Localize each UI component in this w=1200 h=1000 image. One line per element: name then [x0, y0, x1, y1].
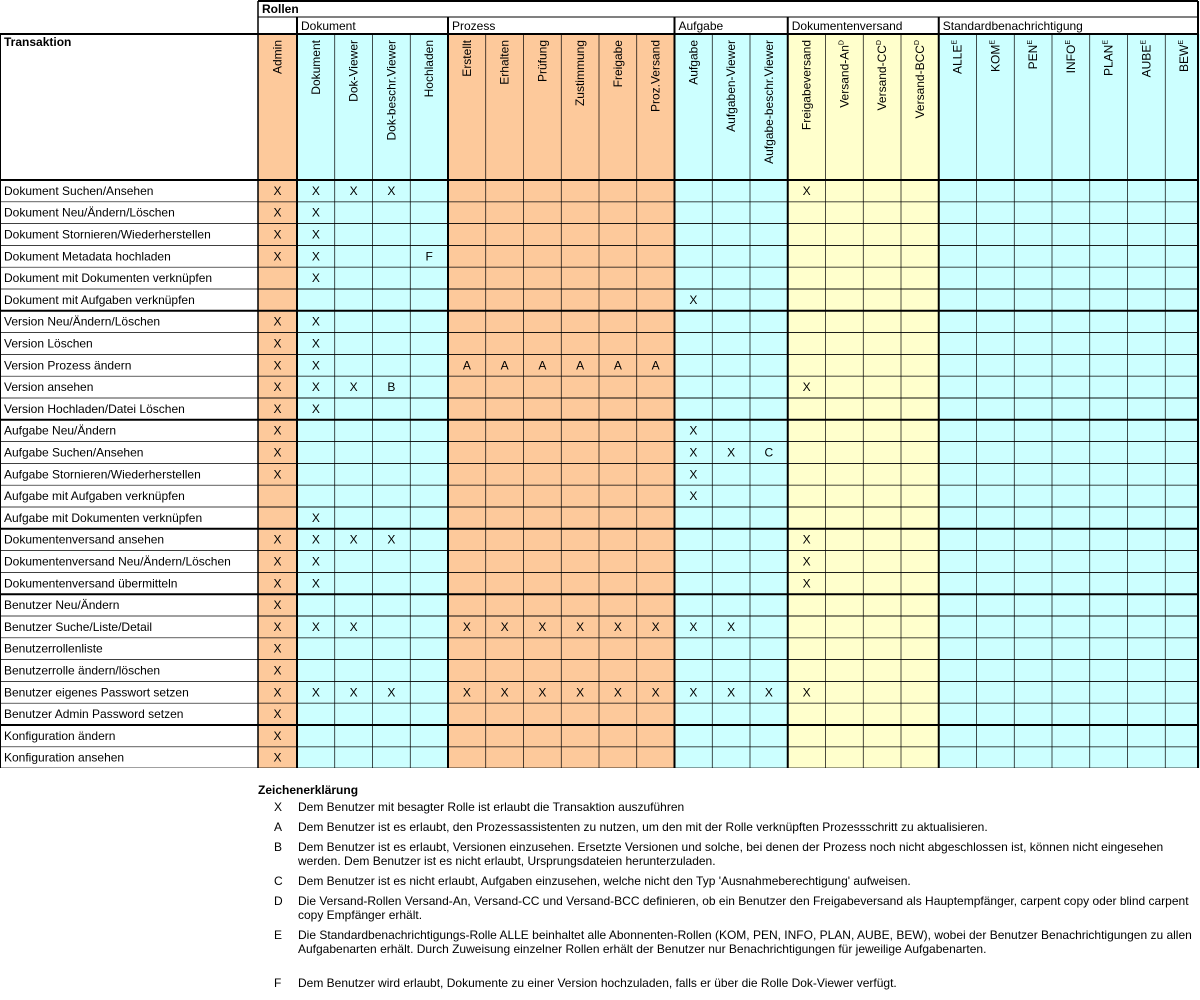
- permission-mark: X: [802, 576, 811, 591]
- transaction-row-label: Version ansehen: [4, 380, 94, 395]
- transaction-row-label: Konfiguration ansehen: [4, 750, 125, 765]
- role-header-aube: $AUBE^E$: [1139, 40, 1154, 78]
- column-bg: [1090, 34, 1128, 768]
- permission-mark: X: [500, 619, 509, 634]
- permission-mark: A: [651, 358, 660, 373]
- role-header-info: $INFO^E$: [1063, 40, 1078, 74]
- permission-mark: X: [311, 314, 320, 329]
- legend-text: Dem Benutzer wird erlaubt, Dokumente zu einer Version hochzuladen, falls er über die Rolle Dok-Viewer verfügt.: [298, 976, 897, 990]
- permission-mark: X: [802, 380, 811, 395]
- permission-mark: X: [387, 532, 396, 547]
- permission-mark: X: [576, 619, 585, 634]
- legend-item: [258, 894, 1198, 922]
- column-bg: [373, 34, 411, 768]
- permission-mark: X: [689, 685, 698, 700]
- transaction-row-label: Benutzerrollenliste: [4, 641, 103, 656]
- permission-mark: X: [311, 401, 320, 416]
- transaction-row-label: Dokument Stornieren/Wiederherstellen: [4, 227, 211, 242]
- legend-text: Dem Benutzer ist es erlaubt, Versionen einzusehen. Ersetzte Versionen und solche, bei denen der Prozess noch nicht abgeschlossen ist, können nicht eingesehen werden. Dem Benutzer ist es nicht erlaubt, Ursprungsdateien herunterzuladen.: [298, 840, 1164, 868]
- permission-mark: X: [538, 619, 547, 634]
- legend-key: C: [274, 874, 283, 888]
- permission-mark: X: [727, 685, 736, 700]
- permission-mark: X: [273, 598, 282, 613]
- column-bg: [561, 34, 599, 768]
- permission-mark: X: [311, 358, 320, 373]
- permission-mark: X: [802, 532, 811, 547]
- permission-mark: X: [311, 510, 320, 525]
- permission-mark: X: [273, 205, 282, 220]
- column-bg: [410, 34, 448, 768]
- permission-mark: A: [576, 358, 585, 373]
- legend-key: B: [274, 840, 283, 854]
- permission-mark: X: [311, 380, 320, 395]
- column-bg: [448, 34, 486, 768]
- permission-mark: X: [764, 685, 773, 700]
- transaction-row-label: Aufgabe Stornieren/Wiederherstellen: [4, 467, 201, 482]
- legend-key: A: [274, 820, 283, 834]
- role-group-label: Standardbenachrichtigung: [942, 19, 1083, 33]
- transaction-row-label: Dokumentenversand übermitteln: [4, 576, 178, 591]
- column-bg: [1128, 34, 1166, 768]
- role-header-freigabe: Freigabe: [610, 40, 625, 88]
- permission-mark: X: [651, 619, 660, 634]
- transaction-row-label: Version Hochladen/Datei Löschen: [4, 401, 185, 416]
- role-header-pen: $PEN^E$: [1026, 40, 1041, 70]
- legend-text: Die Standardbenachrichtigungs-Rolle ALLE beinhaltet alle Abonnenten-Rollen (KOM, PEN, INFO, PLAN, AUBE, BEW), wobei der Benutzer Benachrichtigungen zu allen Aufgabenarten erhält. Durch Zuweisung einzelner Rollen erhält der Benutzer nur Benachrichtigungen für jeweilige Aufgabenarten.: [298, 928, 1192, 956]
- legend-text: Dem Benutzer ist es nicht erlaubt, Aufgaben einzusehen, welche nicht den Typ 'Ausnahmeberechtigung' aufweisen.: [298, 874, 911, 888]
- role-header-bew: $BEW^E$: [1177, 40, 1192, 73]
- permission-mark: X: [311, 554, 320, 569]
- role-group-label: Aufgabe: [678, 19, 724, 33]
- column-bg: [977, 34, 1015, 768]
- column-bg: [1014, 34, 1052, 768]
- permission-mark: X: [273, 358, 282, 373]
- transaction-row-label: Benutzerrolle ändern/löschen: [4, 663, 161, 678]
- permission-mark: X: [689, 423, 698, 438]
- permission-mark: X: [349, 685, 358, 700]
- role-header-versand-an: Versand-$An^D$: [837, 40, 852, 108]
- permission-mark: X: [273, 380, 282, 395]
- permission-mark: X: [802, 183, 811, 198]
- permission-mark: X: [613, 685, 622, 700]
- transaction-row-label: Dokument mit Aufgaben verknüpfen: [4, 292, 195, 307]
- legend-text: Dem Benutzer mit besagter Rolle ist erlaubt die Transaktion auszuführen: [298, 800, 685, 814]
- role-header-prüfung: Prüfung: [535, 40, 550, 83]
- permission-mark: X: [727, 445, 736, 460]
- transaction-row-label: Benutzer Suche/Liste/Detail: [4, 619, 153, 634]
- legend-item: [258, 874, 1198, 888]
- legend-item: [258, 928, 1198, 956]
- permission-mark: X: [613, 619, 622, 634]
- permission-mark: X: [689, 619, 698, 634]
- column-bg: [335, 34, 373, 768]
- column-bg: [486, 34, 524, 768]
- column-bg: [675, 34, 713, 768]
- permission-mark: X: [311, 619, 320, 634]
- column-bg: [1165, 34, 1200, 768]
- permission-mark: X: [387, 685, 396, 700]
- permission-mark: X: [273, 728, 282, 743]
- role-header-kom: $KOM^E$: [988, 40, 1003, 73]
- permission-mark: X: [689, 467, 698, 482]
- role-header-admin: Admin: [270, 40, 285, 75]
- permission-mark: X: [273, 183, 282, 198]
- transaction-row-label: Aufgabe mit Aufgaben verknüpfen: [4, 489, 185, 504]
- legend-item: [258, 840, 1198, 868]
- permission-mark: X: [273, 532, 282, 547]
- permission-mark: X: [273, 227, 282, 242]
- legend-text: Dem Benutzer ist es erlaubt, den Prozessassistenten zu nutzen, um den mit der Rolle verknüpften Prozessschritt zu aktualisieren.: [298, 820, 988, 834]
- role-header-zustimmung: Zustimmung: [573, 40, 588, 107]
- legend-key: D: [274, 894, 283, 908]
- permission-mark: X: [273, 336, 282, 351]
- transaction-row-label: Aufgabe Neu/Ändern: [4, 423, 117, 438]
- role-group-label: Dokument: [301, 19, 356, 33]
- role-header-alle: $ALLE^E$: [950, 40, 965, 75]
- permission-mark: X: [802, 554, 811, 569]
- role-header-proz-versand: Proz.Versand: [648, 40, 663, 113]
- legend-item: [258, 976, 1198, 990]
- role-header-versand-bcc: Versand-$BCC^D$: [912, 40, 927, 119]
- role-header-erstellt: Erstellt: [459, 40, 474, 77]
- column-bg: [637, 34, 675, 768]
- column-bg: [901, 34, 939, 768]
- role-header-freigabeversand: Freigabeversand: [799, 40, 814, 131]
- legend-title: Zeichenerklärung: [258, 783, 359, 797]
- column-bg: [599, 34, 637, 768]
- permission-mark: X: [273, 619, 282, 634]
- permission-mark: X: [273, 467, 282, 482]
- legend-item: [258, 800, 1198, 814]
- legend-text: Die Versand-Rollen Versand-An, Versand-CC und Versand-BCC definieren, ob ein Benutzer den Freigabeversand als Hauptempfänger, carpent copy oder blind carpent copy Empfänger erhält.: [298, 894, 1189, 922]
- permission-mark: X: [349, 380, 358, 395]
- transaction-row-label: Version Neu/Ändern/Löschen: [4, 314, 161, 329]
- transaction-row-label: Benutzer Admin Password setzen: [4, 707, 184, 722]
- transaction-row-label: Dokument mit Dokumenten verknüpfen: [4, 271, 213, 286]
- permission-mark: X: [462, 619, 471, 634]
- permission-mark: X: [311, 249, 320, 264]
- permission-mark: X: [273, 554, 282, 569]
- transaction-row-label: Benutzer eigenes Passwort setzen: [4, 685, 189, 700]
- permission-mark: B: [387, 380, 396, 395]
- permission-mark: X: [387, 183, 396, 198]
- transaction-row-label: Aufgabe mit Dokumenten verknüpfen: [4, 510, 203, 525]
- permission-mark: X: [349, 619, 358, 634]
- transaction-row-label: Dokumentenversand Neu/Ändern/Löschen: [4, 554, 231, 569]
- column-bg: [863, 34, 901, 768]
- permission-mark: F: [425, 249, 433, 264]
- role-header-dokument: Dokument: [308, 40, 323, 95]
- permission-mark: X: [311, 205, 320, 220]
- permission-mark: A: [500, 358, 509, 373]
- permission-mark: A: [613, 358, 622, 373]
- transaction-row-label: Aufgabe Suchen/Ansehen: [4, 445, 144, 460]
- permission-mark: X: [311, 685, 320, 700]
- permission-mark: X: [311, 183, 320, 198]
- role-header-aufgaben-viewer: Aufgaben-Viewer: [724, 40, 739, 132]
- column-bg: [939, 34, 977, 768]
- permission-mark: X: [802, 685, 811, 700]
- role-group-label: Prozess: [452, 19, 496, 33]
- role-header-versand-cc: Versand-$CC^D$: [875, 40, 890, 111]
- permission-mark: X: [689, 445, 698, 460]
- legend-item: [258, 820, 1198, 834]
- legend-items: [258, 800, 1198, 990]
- role-header-dok-viewer: Dok-Viewer: [346, 40, 361, 102]
- legend-key: F: [274, 976, 282, 990]
- legend-key: X: [274, 800, 283, 814]
- column-bg: [712, 34, 750, 768]
- column-bg: [524, 34, 562, 768]
- permission-mark: X: [462, 685, 471, 700]
- permission-mark: X: [311, 576, 320, 591]
- role-header-aufgabe-beschr-viewer: Aufgabe-beschr.Viewer: [761, 40, 776, 164]
- permission-mark: X: [273, 685, 282, 700]
- permission-mark: X: [273, 445, 282, 460]
- role-header-hochladen: Hochladen: [422, 40, 437, 98]
- role-header-erhalten: Erhalten: [497, 40, 512, 85]
- legend-key: E: [274, 928, 283, 942]
- permission-mark: X: [273, 641, 282, 656]
- permission-mark: X: [538, 685, 547, 700]
- permission-mark: X: [273, 576, 282, 591]
- permission-mark: A: [462, 358, 471, 373]
- permission-mark: C: [764, 445, 774, 460]
- column-bg: [1052, 34, 1090, 768]
- transaction-header-label: Transaktion: [4, 35, 72, 49]
- transaction-row-label: Version Löschen: [4, 336, 93, 351]
- permission-mark: X: [576, 685, 585, 700]
- transaction-row-label: Version Prozess ändern: [4, 358, 132, 373]
- permission-mark: X: [349, 183, 358, 198]
- transaction-row-label: Dokument Neu/Ändern/Löschen: [4, 205, 175, 220]
- role-group-label: Dokumentenversand: [791, 19, 903, 33]
- permission-mark: X: [273, 423, 282, 438]
- transaction-row-label: Benutzer Neu/Ändern: [4, 598, 120, 613]
- permission-mark: X: [500, 685, 509, 700]
- transaction-row-label: Dokument Suchen/Ansehen: [4, 183, 154, 198]
- column-bg: [788, 34, 826, 768]
- transaction-row-label: Konfiguration ändern: [4, 728, 116, 743]
- permission-mark: X: [273, 401, 282, 416]
- transaction-row-label: Dokumentenversand ansehen: [4, 532, 165, 547]
- permission-mark: X: [349, 532, 358, 547]
- roles-header-label: Rollen: [262, 2, 299, 16]
- transaction-row-label: Dokument Metadata hochladen: [4, 249, 171, 264]
- permission-mark: X: [689, 292, 698, 307]
- permission-mark: X: [689, 489, 698, 504]
- permission-mark: X: [311, 271, 320, 286]
- role-header-aufgabe: Aufgabe: [686, 40, 701, 85]
- permission-mark: X: [311, 532, 320, 547]
- role-header-plan: $PLAN^E$: [1101, 40, 1116, 77]
- column-bg: [826, 34, 864, 768]
- permission-mark: X: [311, 227, 320, 242]
- permission-mark: X: [273, 249, 282, 264]
- permission-mark: X: [651, 685, 660, 700]
- permission-mark: X: [273, 314, 282, 329]
- permission-mark: X: [311, 336, 320, 351]
- legend: [258, 783, 1198, 990]
- permission-mark: X: [273, 750, 282, 765]
- permission-mark: X: [727, 619, 736, 634]
- permission-mark: X: [273, 707, 282, 722]
- role-header-dok-beschr-viewer: Dok-beschr.Viewer: [384, 40, 399, 141]
- permission-mark: A: [538, 358, 547, 373]
- permission-mark: X: [273, 663, 282, 678]
